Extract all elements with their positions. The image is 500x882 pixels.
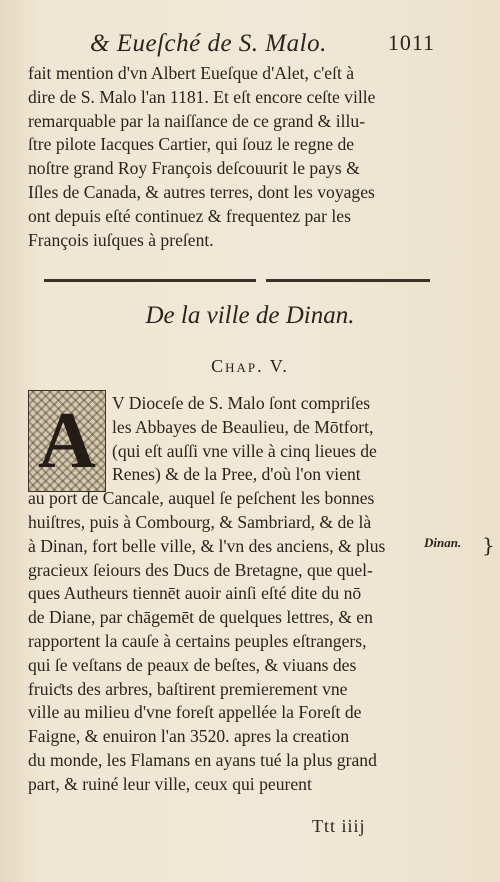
running-header: [90, 30, 435, 60]
text-line: fait mention d'vn Albert Eueſque d'Alet, c'eſt à: [28, 63, 355, 83]
text-line: (qui eſt auſſi vne ville à cinq lieues de: [112, 440, 377, 461]
text-line: ſtre pilote Iacques Cartier, qui ſouz le regne de: [28, 134, 355, 155]
text-line: Iſles de Canada, & autres terres, dont les voyages: [28, 181, 375, 202]
text-line: fruiƈts des arbres, baſtirent premierement vne: [28, 678, 348, 699]
text-line: part, & ruiné leur ville, ceux qui peurent: [28, 773, 312, 794]
text-line: ville au milieu d'vne foreſt appellée la Foreſt de: [28, 702, 362, 723]
chapter-paragraph: [28, 392, 438, 797]
text-line: remarquable par la naiſſance de ce grand & illu-: [28, 110, 366, 131]
signature-mark: Ttt iiij: [312, 816, 366, 836]
opening-paragraph: [28, 62, 428, 252]
text-line: noſtre grand Roy François deſcouurit le pays &: [28, 158, 360, 179]
text-line: de Diane, par chāgemēt de quelques lettres, & en: [28, 607, 373, 628]
text-line: qui ſe veſtans de peaux de beſtes, & viuans des: [28, 654, 357, 675]
text-line: du monde, les Flamans en ayans tué la plus grand: [28, 749, 377, 770]
text-line: gracieux ſeiours des Ducs de Bretagne, que quel-: [28, 559, 373, 580]
text-line: les Abbayes de Beaulieu, de Mōtfort,: [112, 416, 374, 437]
text-line: au port de Cancale, auquel ſe peſchent les bonnes: [28, 488, 375, 509]
page-number: 1011: [387, 30, 435, 55]
text-line: ques Autheurs tiennēt auoir ainſi eſté dite du nō: [28, 583, 362, 604]
text-line: huiſtres, puis à Combourg, & Sambriard, & de là: [28, 511, 372, 532]
text-line: ont depuis eſté continuez & frequentez par les: [28, 205, 351, 226]
chapter-heading: Chap. V.: [211, 356, 289, 376]
text-line: à Dinan, fort belle ville, & l'vn des anciens, & plus: [28, 535, 386, 556]
drop-cap-letter: A: [38, 397, 96, 485]
marginal-note: Dinan.: [424, 535, 462, 550]
text-line: rapportent la cauſe à certains peuples eſtrangers,: [28, 630, 367, 651]
running-title: & Eueſché de S. Malo.: [90, 30, 327, 57]
text-line: François iuſques à preſent.: [28, 229, 214, 250]
section-rule-left: [44, 279, 256, 282]
margin-bracket: }: [482, 533, 495, 557]
text-line: dire de S. Malo l'an 1181. Et eſt encore ceſte ville: [28, 86, 376, 107]
text-line: Faigne, & enuiron l'an 3520. apres la creation: [28, 726, 350, 747]
text-line: V Dioceſe de S. Malo ſont compriſes: [112, 393, 371, 413]
section-rule-right: [266, 279, 430, 282]
section-heading: De la ville de Dinan.: [145, 302, 355, 329]
text-line: Renes) & de la Pree, d'où l'on vient: [112, 464, 361, 485]
